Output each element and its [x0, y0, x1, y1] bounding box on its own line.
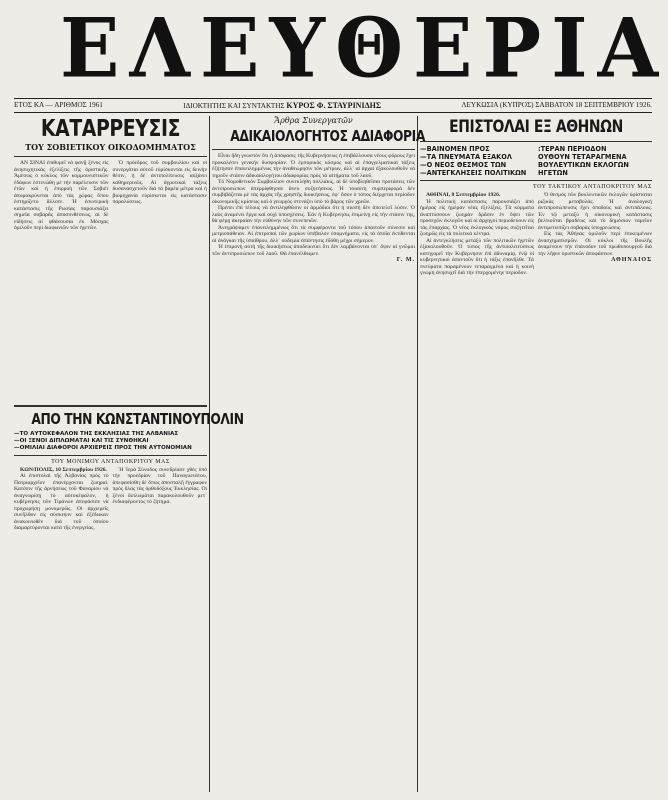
spacer — [14, 232, 207, 402]
bullet-item: —ΟΙ ΞΕΝΟΙ ΔΙΠΛΩΜΑΤΑΙ ΚΑΙ ΤΙΣ ΣΥΝΘΗΚΑΙ — [14, 437, 149, 444]
byline-athens: ΤΟΥ ΤΑΚΤΙΚΟΥ ΑΝΤΑΠΟΚΡΙΤΟΥ ΜΑΣ — [533, 184, 652, 190]
article-paragraph: Ἡ ἐπιμονὴ αὐτὴ τῆς διοικήσεως ἀποδεικνύει ὅτι δὲν λαμβάνονται ὑπ᾽ ὄψιν αἱ γνῶμαι τῶν ἀντιπροσώπων τοῦ λαοῦ. Θὰ ἐπανέλθωμεν. — [212, 244, 415, 257]
divider — [212, 149, 415, 150]
headline-collapse: ΚΑΤΑΡΡΕΥΣΙΣ — [40, 116, 181, 142]
article-paragraph: Εἰς τὰς Ἀθήνας ὁμιλοῦν περὶ ἐπικειμένων ἀνασχηματισμῶν. Οἱ κύκλοι τῆς Βουλῆς ἀναμένουν τὴν ἐπάνοδον τοῦ πρωθυπουργοῦ διὰ τὴν λῆψιν ὁριστικῶν ἀποφάσεων. — [538, 231, 652, 257]
headline-athens-letters: ΕΠΙΣΤΟΛΑΙ ΕΞ ΑΘΗΝΩΝ — [449, 117, 623, 137]
publisher-name: ΚΥΡΟΣ Φ. ΣΤΑΥΡΙΝΙΔΗΣ — [286, 101, 382, 110]
dateline: ΑΘΗΝΑΙ, 8 Σεπτεμβρίου 1926. — [426, 192, 501, 198]
byline-constantinople: ΤΟΥ ΜΟΝΙΜΟΥ ΑΝΤΑΠΟΚΡΙΤΟΥ ΜΑΣ — [51, 458, 170, 465]
athens-bullets — [420, 145, 652, 177]
publisher-line — [183, 99, 381, 112]
bullet-item: ΗΓΕΤΩΝ — [538, 169, 568, 177]
column-right — [420, 116, 652, 792]
article-constantinople-body — [14, 467, 207, 532]
masthead-title: ΕΛΕΥΘΕΡΙΑ — [60, 0, 668, 97]
column-rule-2 — [417, 116, 418, 792]
bullet-item: —ΒΑΙΝΟΜΕΝ ΠΡΟΣ — [420, 145, 490, 153]
bullet-item: :ΤΕΡΑΝ ΠΕΡΙΟΔΟΝ — [538, 145, 607, 153]
article-paragraph: Εἶναι ἤδη γνωστὸν ὅτι ἡ ἀπόφασις τῆς Κυβερνήσεως ἡ ἐπιβάλλουσα νέους φόρους ἔχει προκαλέσει γενικὴν δυσφορίαν. Ὁ ἐμπορικὸς κόσμος καὶ αἱ ἐπαγγελματικαὶ τάξεις ἐζήτησαν ἐπανειλημμένως τὴν ἀναθεώρησιν τῶν μέτρων, ἀλλ᾽ αἱ ἀρχαὶ ἐξακολουθοῦν νὰ τηροῦν στάσιν ἀδικαιολογήτου ἀδιαφορίας πρὸς τὰ αἰτήματα τοῦ λαοῦ. — [212, 153, 415, 179]
article-soviet-body — [14, 160, 207, 232]
signature: Γ. Μ. — [396, 257, 415, 263]
article-paragraph: Τὸ Νομοθετικὸν Συμβούλιον συνεκλήθη πολλάκις, αἱ δὲ ὑποβληθεῖσαι προτάσεις τῶν ἀντιπροσώπων ἀπερρίφθησαν ἄνευ συζητήσεως. Ἡ τοιαύτη συμπεριφορὰ δὲν συμβιβάζεται μὲ τὰς ἀρχὰς τῆς χρηστῆς διοικήσεως, ἐφ᾽ ὅσον ὁ τόπος διέρχεται περίοδον οἰκονομικῆς κρίσεως καὶ ὁ γεωργὸς στενάζει ὑπὸ τὸ βάρος τῶν χρεῶν. — [212, 179, 415, 205]
article-paragraph: Αἱ ἀντεγκλήσεις μεταξὺ τῶν πολιτικῶν ἡγετῶν ἐξακολουθοῦν. Ὁ τύπος τῆς ἀντιπολιτεύσεως κατηγορεῖ τὴν Κυβέρνησιν ἐπὶ ἀδυναμίᾳ, ἐνῷ οἱ κυβερνητικοὶ ἀπαντοῦν ὅτι ἡ τάξις ἐπανῆλθε. Τὰ πνεύματα παραμένουν τεταραγμένα καὶ ἡ κοινὴ γνώμη ἀνησυχεῖ διὰ τὴν ἐπερχομένην περίοδον. — [420, 237, 534, 276]
signature: ΑΘΗΝΑΙΟΣ — [611, 257, 652, 263]
article-paragraph: Ἡ Ἱερὰ Σύνοδος συνεδρίασε χθὲς ὑπὸ τὴν προεδρίαν τοῦ Παναγιωτάτου, ἀπεφασίσθη δὲ ὅπως ἀποσταλῇ ἔγγραφον πρὸς ὅλας τὰς ὀρθοδόξους Ἐκκλησίας. Οἱ ξένοι διπλωμάται παρακολουθοῦν μετ᾽ ἐνδιαφέροντος τὸ ζήτημα. — [112, 466, 207, 505]
column-left — [14, 116, 244, 792]
article-paragraph: Πρέπει ἐπὶ τέλους νὰ ἀντιληφθῶσιν οἱ ἁρμόδιοι ὅτι ἡ σιωπὴ δὲν ἀποτελεῖ λύσιν. Ὁ λαὸς ἀναμένει ἔργα καὶ οὐχὶ ὑποσχέσεις. Ἐὰν ἡ Κυβέρνησις ἐπιμείνῃ εἰς τὴν στάσιν της, θὰ φέρῃ ἀκεραίαν τὴν εὐθύνην τῶν συνεπειῶν. — [212, 205, 415, 224]
constantinople-bullets — [14, 431, 207, 452]
headline-constantinople: ΑΠΟ ΤΗΝ ΚΩΝΣΤΑΝΤΙΝΟΥΠΟΛΙΝ — [31, 409, 244, 428]
column-rule-1 — [209, 116, 210, 792]
issue-number: ΕΤΟΣ ΚΑ — ΑΡΙΘΜΟΣ 1961 — [14, 101, 103, 109]
divider — [420, 141, 652, 142]
info-bar — [14, 98, 652, 113]
article-paragraph: Ὁ πρόεδρος τοῦ συμβουλίου καὶ οἱ συνεργάται αὐτοῦ εὑρίσκονται εἰς δεινὴν θέσιν, ἡ δὲ ἀντιπολίτευσις αὐξάνει καθημερινῶς. Αἱ ἀγροτικαὶ τάξεις δυσανασχετοῦν διὰ τὰ βαρέα μέτρα καὶ ἡ βιομηχανία εὑρίσκεται εἰς κατάστασιν παραλύσεως. — [112, 160, 207, 205]
bullet-item: —ΟΜΙΛΙΑΙ ΔΙΑΦΟΡΟΙ ΑΡΧΙΕΡΕΙΣ ΠΡΟΣ ΤΗΝ ΑΥΤΟΝΟΜΙΑΝ — [14, 444, 192, 451]
divider — [14, 405, 207, 407]
bullet-item: —ΤΟ ΑΥΤΟΚΕΦΑΛΟΝ ΤΗΣ ΕΚΚΛΗΣΙΑΣ ΤΗΣ ΑΛΒΑΝΙΑΣ — [14, 430, 179, 437]
kicker-contributors: Ἄρθρα Συνεργατῶν — [274, 116, 353, 125]
divider — [14, 156, 207, 157]
article-paragraph: ΑΝ ΣΙΝΑΙ ἐπιθυμεῖ νὰ φανῇ ξένος εἰς ἀνησυχητικὰς ἐξελίξεις τῆς ὁριστικῆς. Ἀμέσως ὁ κύκλος τῶν κομμουνιστικῶν ἐδάφων ἐστενώθη μὲ τὴν παρέλευσιν τῶν ἐτῶν καὶ ἡ ἐπιρροὴ τῶν Σοβιέτ ἀπομακρύνεται ἀπὸ τὰς χώρας ὅπου ἐστηρίζετο ἄλλοτε. Ἡ ἐσωτερικὴ κατάστασις τῆς Ρωσίας παρουσιάζει σημεῖα σοβαρᾶς ἀποσυνθέσεως, αἱ δὲ εἰδήσεις αἱ φθάνουσαι ἐκ Μόσχας ὁμιλοῦν περὶ διαφωνιῶν τῶν ἡγετῶν. — [14, 160, 109, 231]
bullet-item: —ΤΑ ΠΝΕΥΜΑΤΑ ΕΞΑΚΟΛ — [420, 153, 512, 161]
subhead-soviet: ΤΟΥ ΣΟΒΙΕΤΙΚΟΥ ΟΙΚΟΔΟΜΗΜΑΤΟΣ — [25, 142, 196, 152]
issue-date: ΛΕΥΚΩΣΙΑ (ΚΥΠΡΟΣ) ΣΑΒΒΑΤΟΝ 18 ΣΕΠΤΕΜΒΡΙΟΥ 1926. — [461, 101, 652, 109]
dateline: ΚΩΝ/ΠΟΛΙΣ, 10 Σεπτεμβρίου 1926. — [20, 466, 107, 473]
bullet-item: ΟΥΘΟΥΝ ΤΕΤΑΡΑΓΜΕΝΑ — [538, 153, 627, 161]
article-paragraph: Αἱ ἐπιστολαὶ τῆς Ἀλβανίας πρὸς τὸ Πατριαρχεῖον ἐπανέρχονται ζωηραί. Κατόπιν τῆς ἀρνήσεως τοῦ Φαναρίου νὰ ἀναγνωρίσῃ τὸ αὐτοκέφαλον, ἡ κυβέρνησις τῶν Τιράνων ἀπεφάσισε νὰ προχωρήσῃ μονομερῶς. Οἱ ἀρχιερεῖς συνῆλθον εἰς σύσκεψιν καὶ ἐξέδωκαν ἀνακοινωθὲν διὰ τοῦ ὁποίου διαμαρτύρονται κατὰ τῆς ἐνεργείας. — [14, 473, 109, 531]
article-paragraph: Ἡ πολιτικὴ κατάστασις παρουσιάζει ἀπὸ ἡμέρας εἰς ἡμέραν νέας ἐξελίξεις. Τὰ κόμματα ἀναπτύσσουν ζωηρὰν δρᾶσιν ἐν ὄψει τῶν προσεχῶν ἐκλογῶν καὶ οἱ ἀρχηγοὶ περιοδεύουν εἰς τὰς ἐπαρχίας. Ὁ νέος ἐκλογικὸς νόμος συζητεῖται ζωηρῶς εἰς τὰ πολιτικὰ κέντρα. — [420, 198, 534, 237]
divider — [14, 455, 207, 456]
publisher-prefix: ΙΔΙΟΚΤΗΤΗΣ ΚΑΙ ΣΥΝΤΑΚΤΗΣ — [183, 102, 285, 110]
article-athens-body — [420, 192, 652, 277]
divider — [420, 180, 652, 181]
bullet-item: —ΑΝΤΕΓΚΛΗΣΕΙΣ ΠΟΛΙΤΙΚΩΝ — [420, 169, 527, 177]
bullet-item: —Ο ΝΕΟΣ ΘΕΣΜΟΣ ΤΩΝ — [420, 161, 507, 169]
article-paragraph: Ἀνεγράψαμεν ἐπανειλημμένως ὅτι τὰ συμφέροντα τοῦ τόπου ἀπαιτοῦν σύνεσιν καὶ μετριοπάθειαν. Αἱ ἐπιτροπαὶ τῶν χωρίων ὑπέβαλον ὑπομνήματα, εἰς τὰ ὁποῖα ἐκτίθενται αἱ ἀνάγκαι τῆς ὑπαίθρου, ἀλλ᾽ οὐδεμία ἀπάντησις ἐδόθη μέχρι σήμερον. — [212, 224, 415, 244]
column-middle — [212, 116, 425, 792]
headline-indifference: ΑΔΙΚΑΙΟΛΟΓΗΤΟΣ ΑΔΙΑΦΟΡΙΑ — [230, 127, 425, 145]
bullet-item: ΒΟΥΛΕΥΤΙΚΩΝ ΕΚΛΟΓΩΝ — [538, 161, 629, 169]
article-paragraph: Ὁ θεσμὸς τῶν βουλευτικῶν ἐκλογῶν ὑφίσταται ριζικὰς μεταβολάς. Ἡ ἀναλογικὴ ἀντιπροσώπευσις ἔχει ὀπαδοὺς καὶ ἀντιπάλους. Ἐν τῷ μεταξὺ ἡ οἰκονομικὴ κατάστασις βελτιοῦται βραδέως καὶ τὸ δημόσιον ταμεῖον ἀντιμετωπίζει σοβαρὰς ὑποχρεώσεις. — [538, 192, 652, 231]
